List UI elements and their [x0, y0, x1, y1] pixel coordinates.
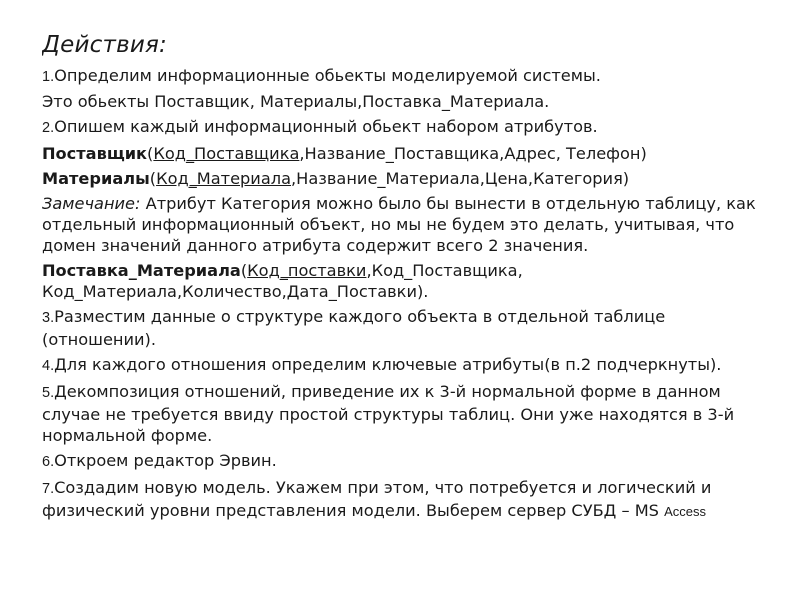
- materials-open-paren: (: [149, 169, 157, 188]
- materials-attributes: ,Название_Материала,Цена,Категория): [291, 169, 630, 188]
- supplier-key-attribute: Код_Поставщика: [153, 144, 300, 163]
- slide: [42, 0, 782, 600]
- step-7-access: Access: [664, 504, 707, 519]
- step-1-objects: [42, 91, 777, 112]
- step-5: [42, 381, 777, 446]
- materials-entity-name: Материалы: [42, 169, 150, 188]
- step-7: [42, 477, 777, 522]
- delivery-key-attribute: Код_поставки: [247, 261, 367, 280]
- step-6: [42, 450, 777, 473]
- supplier-entity-name: Поставщик: [42, 144, 148, 163]
- step-6-text: Откроем редактор Эрвин.: [54, 451, 277, 470]
- step-4-text: Для каждого отношения определим ключевые атрибуты(в п.2 подчеркнуты).: [54, 355, 722, 374]
- delivery-entity: [42, 260, 777, 302]
- slide-content: [42, 65, 777, 526]
- note-label: Замечание:: [42, 194, 141, 213]
- delivery-attributes: ,Код_Поставщика, Код_Материала,Количество,Дата_Поставки).: [42, 261, 523, 301]
- step-2-text: Опишем каждый информационный обьект набором атрибутов.: [54, 117, 598, 136]
- step-2-number: 2.: [42, 120, 55, 136]
- note: [42, 193, 777, 256]
- step-7-number: 7.: [42, 481, 55, 497]
- step-1-objects-text: Это обьекты Поставщик, Материалы,Поставка_Материала.: [42, 92, 550, 111]
- step-3-number: 3.: [42, 310, 55, 326]
- step-2: [42, 116, 777, 139]
- supplier-attributes: ,Название_Поставщика,Адрес, Телефон): [299, 144, 647, 163]
- supplier-entity: [42, 143, 777, 164]
- step-1: [42, 65, 777, 88]
- step-4: [42, 354, 777, 377]
- delivery-entity-name: Поставка_Материала: [42, 261, 241, 280]
- materials-key-attribute: Код_Материала: [156, 169, 292, 188]
- step-3: [42, 306, 777, 350]
- step-4-number: 4.: [42, 358, 55, 374]
- step-5-number: 5.: [42, 385, 55, 401]
- slide-title: Действия:: [42, 32, 167, 58]
- note-text: Атрибут Категория можно было бы вынести в отдельную таблицу, как отдельный информационный объект, но мы не будем это делать, учитывая, что домен значений данного атрибута содержит всего 2 значения.: [42, 194, 756, 255]
- materials-entity: [42, 168, 777, 189]
- supplier-open-paren: (: [147, 144, 154, 163]
- step-1-number: 1.: [42, 69, 55, 85]
- step-3-text: Разместим данные о структуре каждого объекта в отдельной таблице (отношении).: [42, 307, 666, 349]
- step-1-text: Определим информационные обьекты моделируемой системы.: [54, 66, 601, 85]
- step-5-text: Декомпозиция отношений, приведение их к 3-й нормальной форме в данном случае не требуется ввиду простой структуры таблиц. Они уже находятся в 3-й нормальной форме.: [42, 382, 735, 445]
- delivery-open-paren: (: [240, 261, 248, 280]
- step-7-text: Создадим новую модель. Укажем при этом, что потребуется и логический и физический уровни представления модели. Выберем сервер СУБД – MS: [42, 478, 712, 520]
- step-6-number: 6.: [42, 454, 55, 470]
